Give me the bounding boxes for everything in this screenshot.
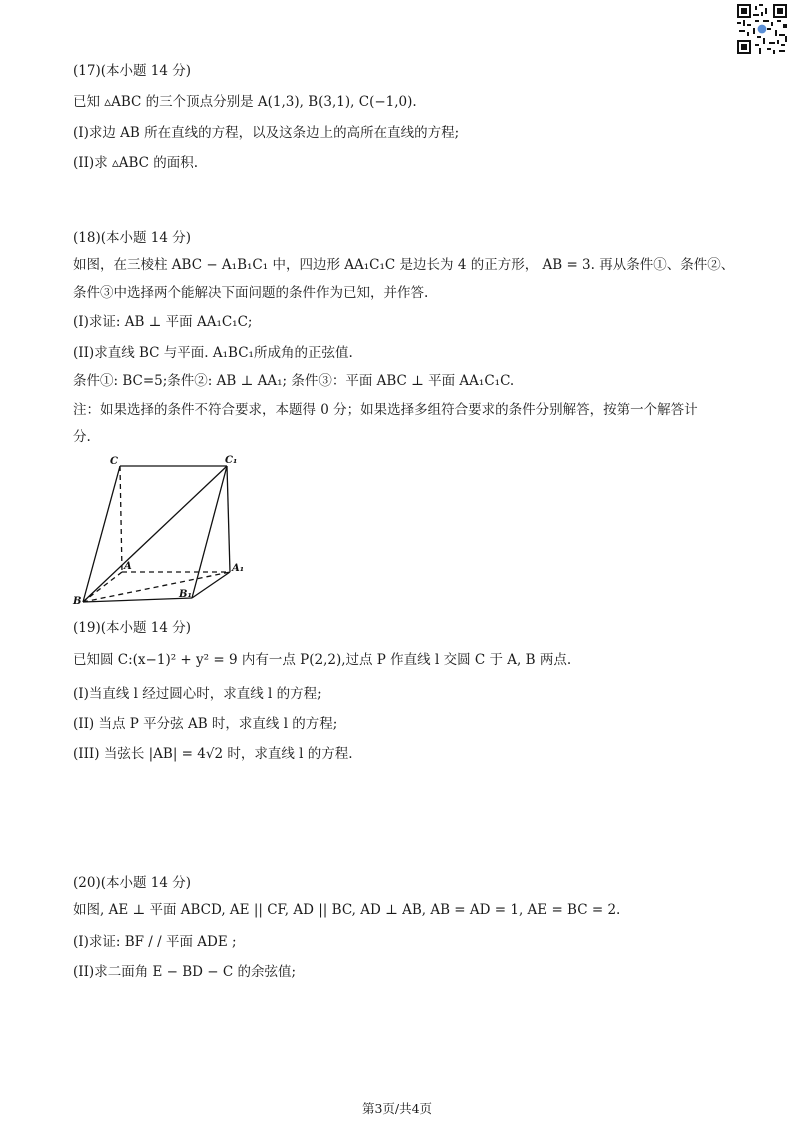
p17-header: (17)(本小题 14 分) — [73, 63, 192, 79]
p18-statement-line1: 如图，在三棱柱 ABC − A₁B₁C₁ 中，四边形 AA₁C₁C 是边长为 4 的正方形， AB = 3. 再从条件①、条件②、 — [73, 257, 735, 273]
prism-figure — [70, 452, 255, 612]
edge-C1B — [83, 466, 227, 602]
page-number: 第3页/共4页 — [361, 1101, 433, 1116]
label-B1: B₁ — [179, 589, 192, 600]
p17-statement: 已知 ▵ABC 的三个顶点分别是 A(1,3), B(3,1), C(−1,0). — [73, 94, 417, 110]
label-C: C — [110, 456, 118, 467]
p18-header: (18)(本小题 14 分) — [73, 230, 192, 246]
edge-CA-hidden — [120, 466, 122, 572]
qr-code-icon — [737, 4, 787, 54]
p19-part1: (I)当直线 l 经过圆心时，求直线 l 的方程; — [73, 686, 322, 702]
p18-note-line1: 注：如果选择的条件不符合要求，本题得 0 分；如果选择多组符合要求的条件分别解答，按第一个解答计 — [73, 402, 698, 418]
label-C1: C₁ — [225, 455, 238, 466]
p17-part2: (II)求 ▵ABC 的面积. — [73, 155, 199, 171]
label-A: A — [124, 561, 132, 572]
p19-header: (19)(本小题 14 分) — [73, 620, 192, 636]
p20-part1: (I)求证: BF / / 平面 ADE ; — [73, 934, 237, 950]
edge-CB — [83, 466, 120, 602]
label-B: B — [73, 596, 82, 607]
p18-note-line2: 分. — [73, 429, 91, 445]
p18-part2: (II)求直线 BC 与平面. A₁BC₁所成角的正弦值. — [73, 345, 353, 361]
edge-BB1 — [83, 598, 192, 602]
p18-statement-line2: 条件③中选择两个能解决下面问题的条件作为已知，并作答. — [73, 285, 429, 301]
p19-statement: 已知圆 C:(x−1)² + y² = 9 内有一点 P(2,2),过点 P 作直线 l 交圆 C 于 A, B 两点. — [73, 652, 572, 668]
p18-part1: (I)求证: AB ⊥ 平面 AA₁C₁C; — [73, 314, 253, 330]
p20-header: (20)(本小题 14 分) — [73, 875, 192, 891]
label-A1: A₁ — [232, 563, 245, 574]
p19-part2: (II) 当点 P 平分弦 AB 时，求直线 l 的方程; — [73, 716, 338, 732]
p17-part1: (I)求边 AB 所在直线的方程，以及这条边上的高所在直线的方程; — [73, 125, 460, 141]
p18-conditions: 条件①: BC=5;条件②: AB ⊥ AA₁; 条件③：平面 ABC ⊥ 平面 AA₁C₁C. — [73, 373, 515, 389]
edge-C1A1 — [227, 466, 230, 572]
p20-statement: 如图, AE ⊥ 平面 ABCD, AE || CF, AD || BC, AD ⊥ AB, AB = AD = 1, AE = BC = 2. — [73, 902, 621, 918]
p20-part2: (II)求二面角 E − BD − C 的余弦值; — [73, 964, 297, 980]
p19-part3: (III) 当弦长 |AB| = 4√2 时，求直线 l 的方程. — [73, 746, 353, 762]
